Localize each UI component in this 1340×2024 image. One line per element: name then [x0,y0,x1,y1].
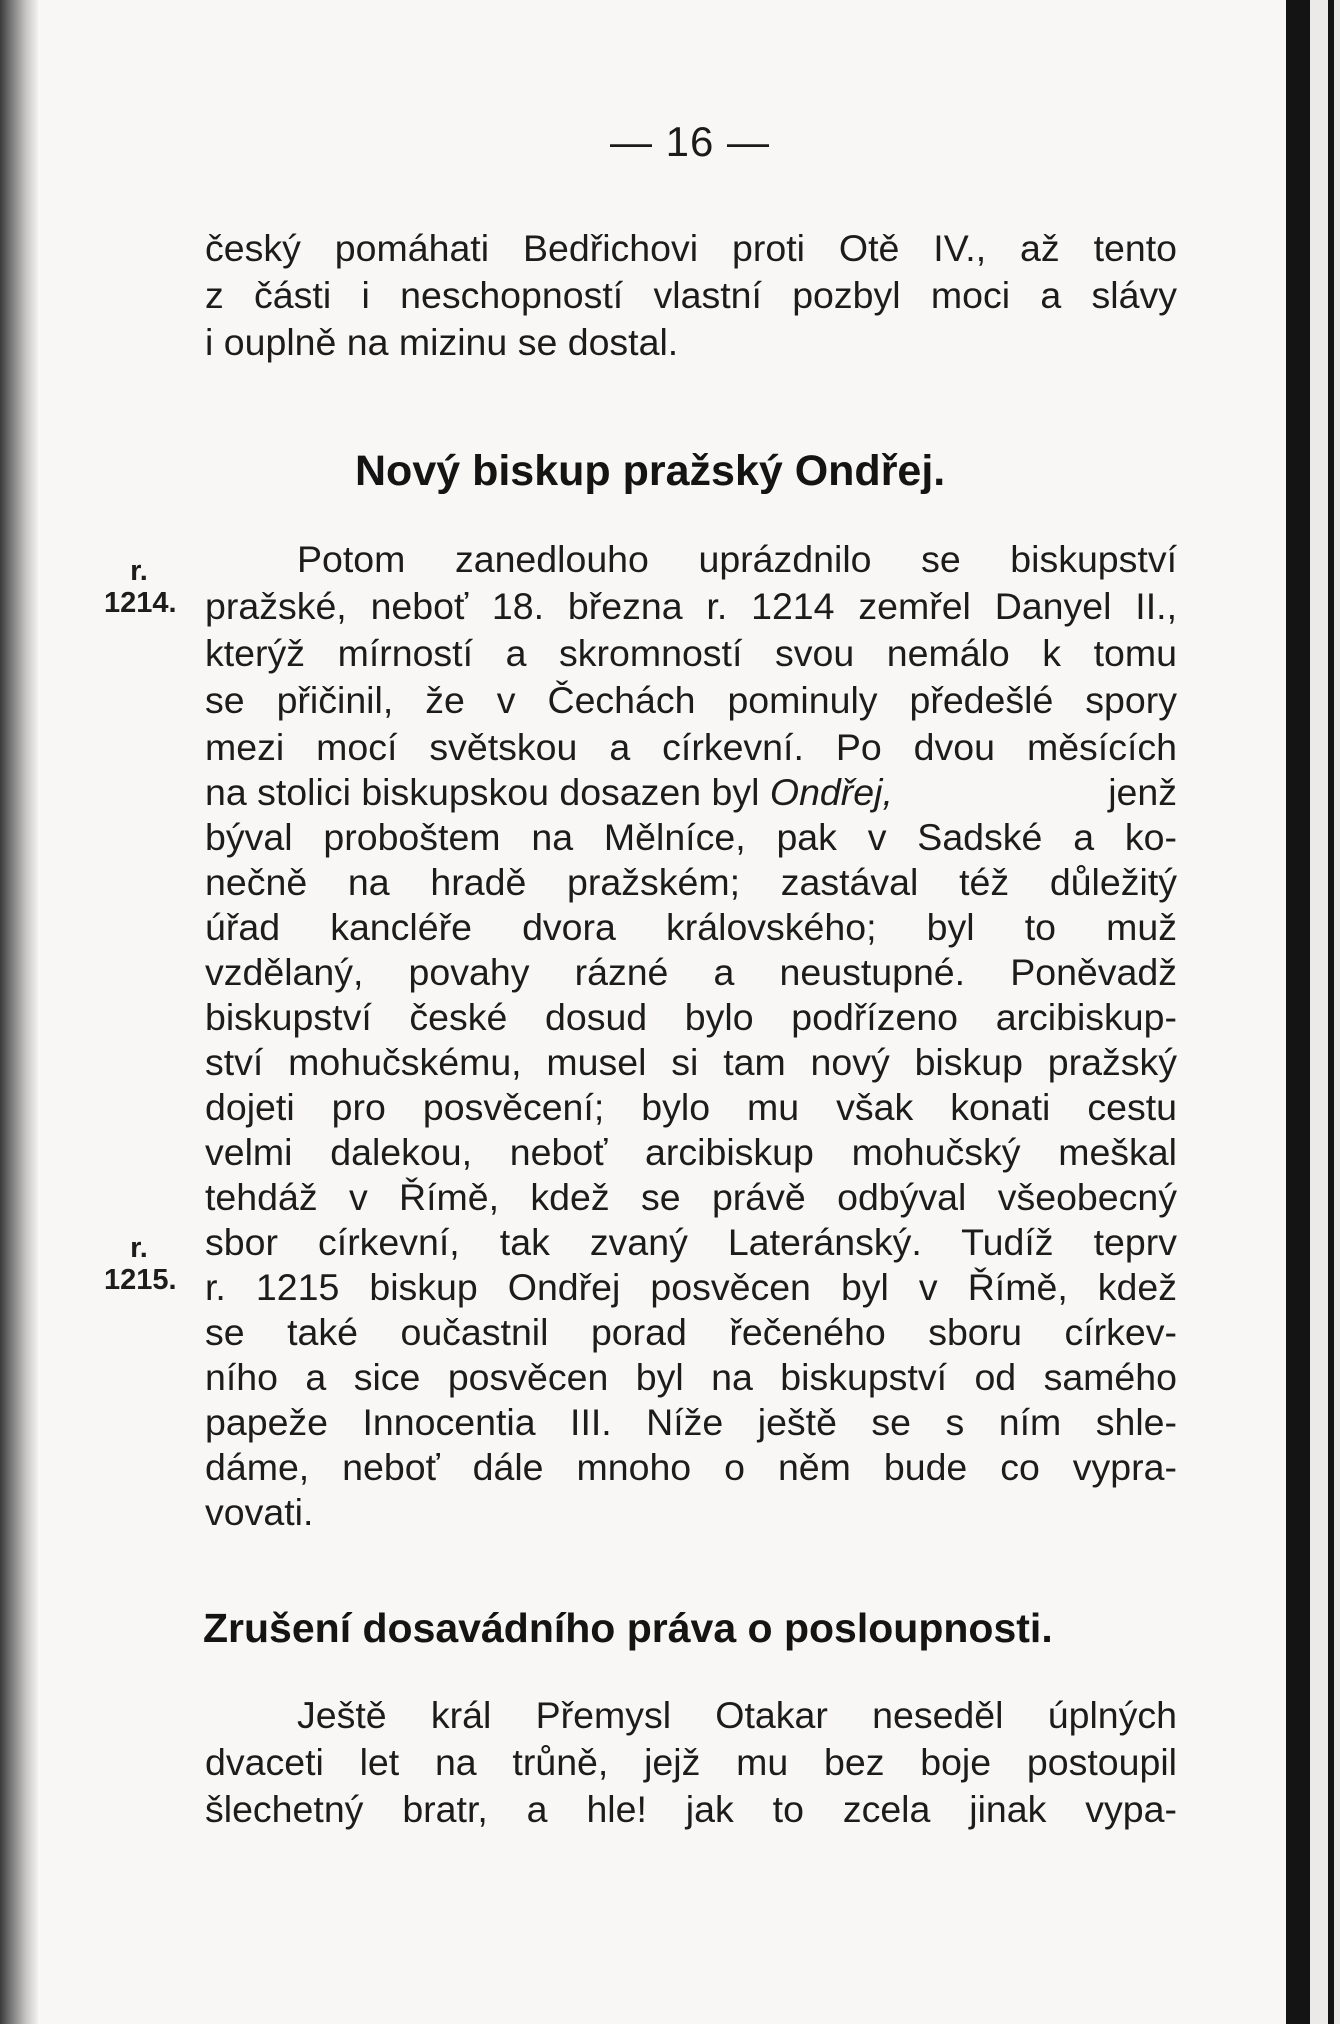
body-line: pražské, neboť 18. března r. 1214 zemřel Danyel II., [205,585,1177,627]
body-line: sbor církevní, tak zvaný Lateránský. Tudíž teprv [205,1221,1177,1263]
body-line: mezi mocí světskou a církevní. Po dvou měsících [205,726,1177,768]
book-spine-shadow [0,0,38,2024]
margin-note-year-value: 1214. [104,587,177,619]
body-line: úřad kancléře dvora královského; byl to muž [205,906,1177,948]
body-line-end: jenž [1108,771,1177,813]
body-line: nečně na hradě pražském; zastával též důležitý [205,861,1177,903]
margin-note-label: r. [130,1232,148,1264]
body-line: se také oučastnil porad řečeného sboru církev- [205,1311,1177,1353]
body-line [205,770,1177,814]
body-line: velmi dalekou, neboť arcibiskup mohučský meškal [205,1131,1177,1173]
body-line: vovati. [205,1491,314,1533]
body-line: dáme, neboť dále mnoho o něm bude co vypra- [205,1446,1177,1488]
body-line: kterýž mírností a skromností svou nemálo k tomu [205,632,1177,674]
intro-line: i ouplně na mizinu se dostal. [205,321,679,363]
body-line-start: na stolici biskupskou dosazen byl [205,771,760,813]
body-line: vzdělaný, povahy rázné a neustupné. Poněvadž [205,951,1177,993]
body-line: biskupství české dosud bylo podřízeno arcibiskup- [205,996,1177,1038]
page-edge-shadow [1286,0,1310,2024]
intro-line: z části i neschopností vlastní pozbyl moci a slávy [205,274,1177,316]
body-line: r. 1215 biskup Ondřej posvěcen byl v Římě, kdež [205,1266,1177,1308]
body-line: papeže Innocentia III. Níže ještě se s ním shle- [205,1401,1177,1443]
body-line: dvaceti let na trůně, jejž mu bez boje postoupil [205,1741,1177,1783]
body-line: ství mohučskému, musel si tam nový biskup pražský [205,1041,1177,1083]
intro-line: český pomáhati Bedřichovi proti Otě IV., až tento [205,227,1177,269]
page-number: — 16 — [609,118,771,165]
body-line: šlechetný bratr, a hle! jak to zcela jinak vypa- [205,1788,1177,1830]
section-heading-succession: Zrušení dosavádního práva o posloupnosti. [203,1605,1053,1651]
body-line: býval proboštem na Mělníce, pak v Sadské a ko- [205,816,1177,858]
body-line: Potom zanedlouho uprázdnilo se biskupství [297,538,1177,580]
body-line: se přičinil, že v Čechách pominuly předešlé spory [205,679,1177,721]
section-heading-new-bishop: Nový biskup pražský Ondřej. [355,447,946,495]
margin-note-year-value: 1215. [104,1264,177,1296]
name-ondrej-italic: Ondřej, [769,771,893,813]
body-line: dojeti pro posvěcení; bylo mu však konati cestu [205,1086,1177,1128]
body-line: tehdáž v Římě, kdež se právě odbýval všeobecný [205,1176,1177,1218]
adjacent-page-edge [1310,0,1340,2024]
margin-note-label: r. [130,555,148,587]
body-line: ního a sice posvěcen byl na biskupství od samého [205,1356,1177,1398]
margin-note-year [104,1232,177,1296]
margin-note-year [104,555,177,619]
body-line: Ještě král Přemysl Otakar neseděl úplných [297,1694,1177,1736]
